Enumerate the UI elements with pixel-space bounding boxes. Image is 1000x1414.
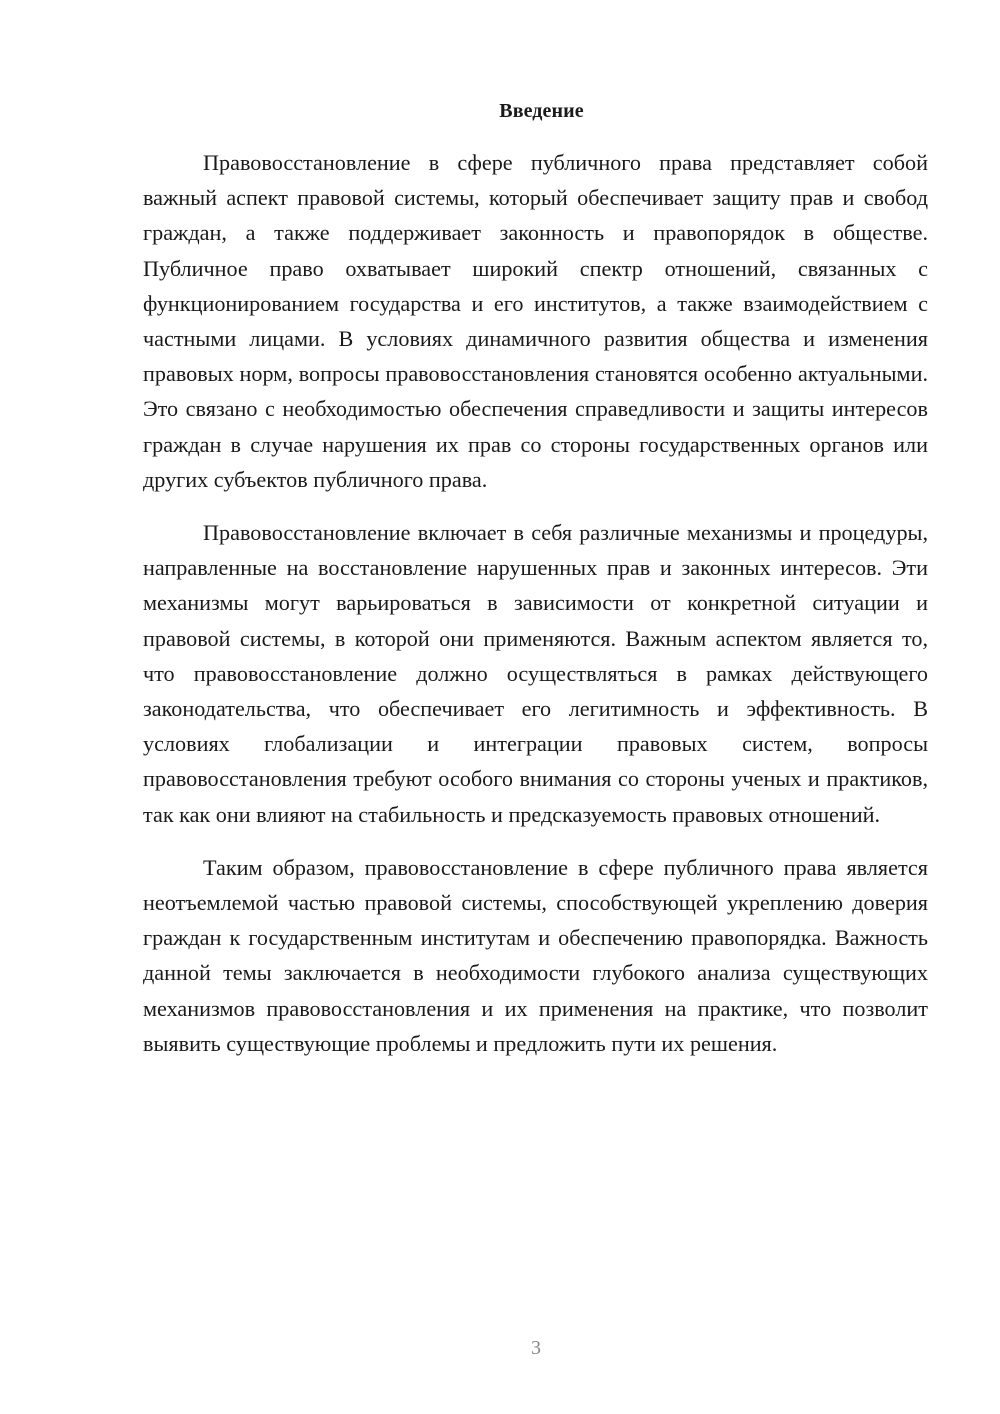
paragraph-2: Правовосстановление включает в себя различные механизмы и процедуры, направленные на восстановление нарушенных прав и законных интересов. Эти механизмы могут варьироваться в зависимости от конкретной ситуации и правовой системы, в которой они применяются. Важным аспектом является то, что правовосстановление должно осуществляться в рамках действующего законодательства, что обеспечивает его легитимность и эффективность. В условиях глобализации и интеграции правовых систем, вопросы правовосстановления требуют особого внимания со стороны ученых и практиков, так как они влияют на стабильность и предсказуемость правовых отношений. bbox=[143, 520, 928, 827]
paragraph-1: Правовосстановление в сфере публичного права представляет собой важный аспект правовой системы, который обеспечивает защиту прав и свобод граждан, а также поддерживает законность и правопорядок в обществе. Публичное право охватывает широкий спектр отношений, связанных с функционированием государства и его институтов, а также взаимодействием с частными лицами. В условиях динамичного развития общества и изменения правовых норм, вопросы правовосстановления становятся особенно актуальными. Это связано с необходимостью обеспечения справедливости и защиты интересов граждан в случае нарушения их прав со стороны государственных органов или других субъектов публичного права. bbox=[143, 150, 928, 492]
paragraph-3: Таким образом, правовосстановление в сфере публичного права является неотъемлемой частью правовой системы, способствующей укреплению доверия граждан к государственным институтам и обеспечению правопорядка. Важность данной темы заключается в необходимости глубокого анализа существующих механизмов правовосстановления и их применения на практике, что позволит выявить существующие проблемы и предложить пути их решения. bbox=[143, 854, 928, 1056]
page-content bbox=[143, 97, 928, 1061]
page-number: 3 bbox=[531, 1337, 541, 1359]
section-title: Введение bbox=[499, 100, 584, 122]
